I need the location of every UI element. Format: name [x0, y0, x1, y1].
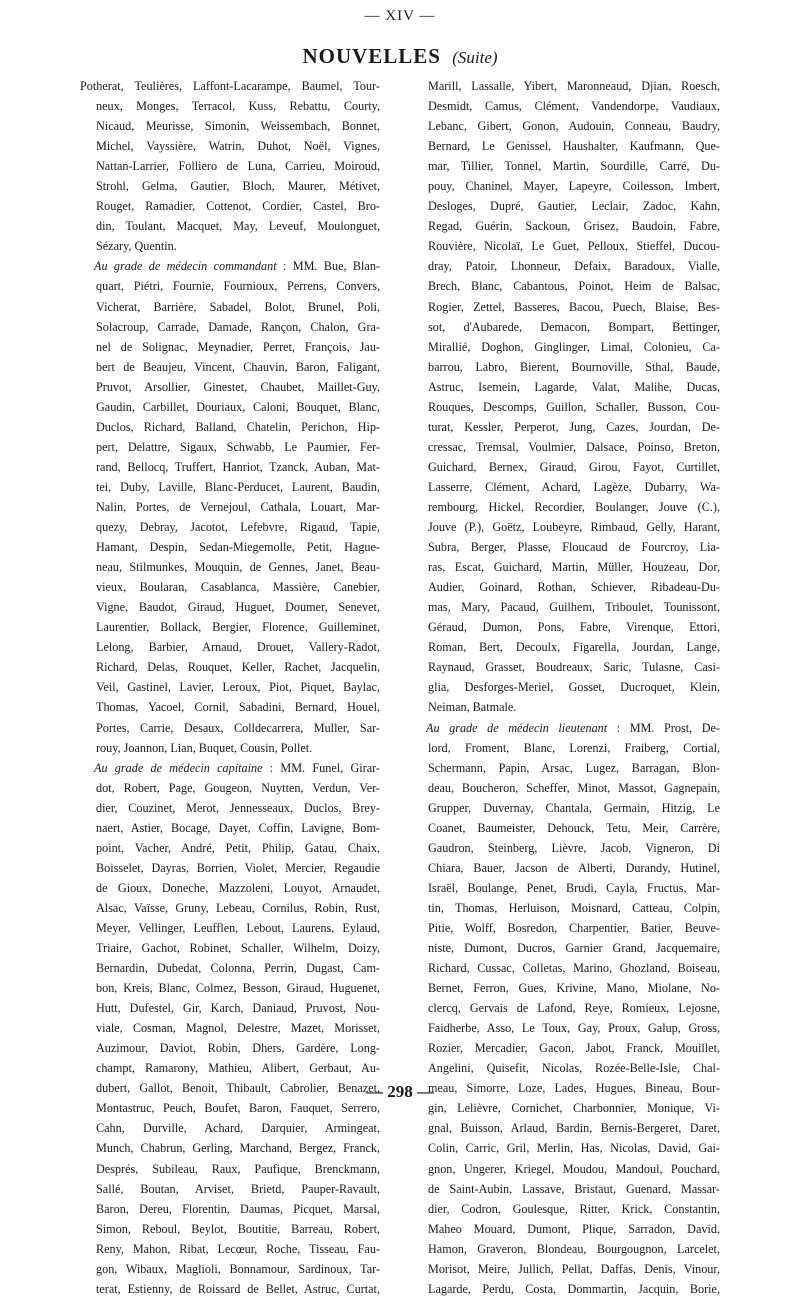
name-list-line: Angelini, Quisefit, Nicolas, Rozée-Belle-Isle, Chal-: [428, 1061, 720, 1076]
name-list-line: dubert, Gallot, Benoit, Thibault, Cabrolier, Benazet,: [96, 1081, 380, 1096]
name-list-line: gon, Wibaux, Maglioli, Bonnamour, Sardinoux, Tar-: [96, 1261, 380, 1276]
name-list-line: Brech, Blanc, Cabantous, Poinot, Heim de Balsac,: [428, 279, 720, 294]
name-list-line: Neiman, Batmale.: [428, 700, 517, 715]
name-list-line: dier, Couzinet, Merot, Jennesseaux, Duclos, Brey-: [96, 800, 380, 815]
name-list-line: Faidherbe, Asso, Le Toux, Gay, Proux, Galup, Gross,: [428, 1021, 720, 1036]
name-list-line: pouy, Chaninel, Mayer, Lapeyre, Coilesson, Imbert,: [428, 179, 720, 194]
name-list-line: din, Toulant, Macquet, May, Leveuf, Moulonguet,: [96, 219, 380, 234]
name-list-line: Duclos, Richard, Balland, Chatelin, Perichon, Hip-: [96, 419, 380, 434]
name-list-line: Lebanc, Gibert, Gonon, Audouin, Conneau, Baudry,: [428, 119, 720, 134]
name-list-line: dier, Codron, Goulesque, Ritter, Krick, Constantin,: [428, 1201, 720, 1216]
name-list-line: vieux, Boularan, Casablanca, Massière, Canebier,: [96, 580, 380, 595]
name-list-line: Desmidt, Camus, Clément, Vandendorpe, Vaudiaux,: [428, 99, 720, 114]
name-list-line: naert, Astier, Bocage, Dayet, Coffin, Lavigne, Bom-: [96, 820, 380, 835]
name-list-line: Bernard, Le Genissel, Haushalter, Kaufmann, Que-: [428, 139, 720, 154]
name-list-line: dot, Robert, Page, Gougeon, Nuytten, Verdun, Ver-: [96, 780, 380, 795]
name-list-line: Boisselet, Dayras, Borrien, Violet, Mercier, Regaudie: [96, 860, 380, 875]
name-list-line: Portes, Carrie, Desaux, Colldecarrera, Muller, Sar-: [96, 720, 380, 735]
name-list-line: Vicherat, Barrière, Sabadel, Bolot, Brunel, Poli,: [96, 299, 380, 314]
grade-heading-line: Au grade de médecin lieutenant : MM. Prost, De-: [426, 720, 720, 735]
name-list-line: Rouget, Ramadier, Cottenot, Cordier, Castel, Bro-: [96, 199, 380, 214]
name-list-line: Gaudron, Steinberg, Lièvre, Jacob, Vigneron, Di: [428, 840, 720, 855]
name-list-line: Després, Subileau, Raux, Paufique, Brenckmann,: [96, 1161, 380, 1176]
name-list-line: clercq, Gervais de Lafond, Reye, Romieux, Lejosne,: [428, 1001, 720, 1016]
name-list-line: Hamon, Graveron, Blondeau, Bourgougnon, Larcelet,: [428, 1241, 720, 1256]
name-list-line: turat, Kessler, Perperot, Jung, Cazes, Jourdan, De-: [428, 419, 720, 434]
name-list-line: lord, Froment, Blanc, Lorenzi, Fraiberg, Cortial,: [428, 740, 720, 755]
name-list-line: Hutt, Dufestel, Gir, Karch, Daniaud, Pruvost, Nou-: [96, 1001, 380, 1016]
name-list-line: Grupper, Duvernay, Chantala, Germain, Hitzig, Le: [428, 800, 720, 815]
name-list-line: Potherat, Teulières, Laffont-Lacarampe, Baumel, Tour-: [80, 79, 380, 93]
name-list-line: Maheo Mouard, Dumont, Plique, Sarradon, David,: [428, 1221, 720, 1236]
name-list-line: Jouve (P.), Goëtz, Loubeyre, Rimbaud, Gelly, Harant,: [428, 520, 720, 535]
name-list-line: nel de Solignac, Meynadier, Perret, François, Jau-: [96, 339, 380, 354]
name-list-line: Triaire, Gachot, Robinet, Schaller, Wilhelm, Doizy,: [96, 941, 380, 956]
name-list-line: Sézary, Quentin.: [96, 239, 177, 254]
name-list-line: deau, Boucheron, Scheffer, Minot, Massot, Gagnepain,: [428, 780, 720, 795]
name-list-line: Nicaud, Meurisse, Simonin, Weissembach, Bonnet,: [96, 119, 380, 134]
name-list-line: Géraud, Dumon, Pons, Fabre, Virenque, Ettori,: [428, 620, 720, 635]
name-list-line: Audier, Goinard, Rothan, Schiever, Ribadeau-Du-: [428, 580, 720, 595]
name-list-line: Rouques, Descomps, Guillon, Schaller, Busson, Cou-: [428, 399, 720, 414]
name-list-line: Gaudin, Carbillet, Douriaux, Caloni, Bouquet, Blanc,: [96, 399, 380, 414]
name-list-line: terat, Estienny, de Roissard de Bellet, Astruc, Curtat,: [96, 1281, 380, 1296]
name-list-line: Roman, Bert, Decoulx, Figarella, Jourdan, Lange,: [428, 640, 720, 655]
name-list-line: bon, Kreis, Blanc, Colmez, Besson, Giraud, Huguenet,: [96, 981, 380, 996]
name-list-line: tei, Duby, Laville, Blanc-Perducet, Laurent, Baudin,: [96, 479, 380, 494]
name-list-line: champt, Ramarony, Mathieu, Alibert, Gerbaut, Au-: [96, 1061, 380, 1076]
name-list-line: Astruc, Isemein, Lagarde, Valat, Malihe, Ducas,: [428, 379, 720, 394]
left-column: [80, 76, 380, 1299]
name-list-line: neux, Monges, Terracol, Kuss, Rebattu, Courty,: [96, 99, 380, 114]
name-list-line: mar, Tillier, Tonnel, Martin, Sourdille, Carré, Du-: [428, 159, 720, 174]
name-list-line: Nattan-Larrier, Folliero de Luna, Carrieu, Moiroud,: [96, 159, 380, 174]
name-list-line: Veil, Gastinel, Lavier, Leroux, Piot, Piquet, Baylac,: [96, 680, 380, 695]
name-list-line: Michel, Vayssière, Watrin, Duhot, Noël, Vignes,: [96, 139, 380, 154]
name-list-line: tin, Thomas, Herluison, Moisnard, Catteau, Colpin,: [428, 900, 720, 915]
name-list-line: Alsac, Vaïsse, Gruny, Lebeau, Cornilus, Robin, Rust,: [96, 900, 380, 915]
grade-heading-line: Au grade de médecin commandant : MM. Bue, Blan-: [94, 259, 380, 274]
name-list-line: Strohl, Gelma, Gautier, Bloch, Maurer, Métivet,: [96, 179, 380, 194]
name-list-line: glia, Desforges-Meriel, Gosset, Ducroquet, Klein,: [428, 680, 720, 695]
name-list-line: Montastruc, Peuch, Boufet, Baron, Fauquet, Serrero,: [96, 1101, 380, 1116]
title-suffix: (Suite): [452, 48, 498, 67]
name-list-line: Bernardin, Dubedat, Colonna, Perrin, Dugast, Cam-: [96, 961, 380, 976]
grade-label: Au grade de médecin lieutenant: [426, 720, 617, 735]
name-list-line: cressac, Tremsal, Voulmier, Dalsace, Poinso, Breton,: [428, 439, 720, 454]
name-list-line: sot, d'Aubarede, Demacon, Bompart, Bettinger,: [428, 319, 720, 334]
grade-heading-line: Au grade de médecin capitaine : MM. Funel, Girar-: [94, 760, 380, 775]
name-list-line: de Saint-Aubin, Lassave, Bristaut, Guenard, Massar-: [428, 1181, 720, 1196]
name-list-line: Auzimour, Daviot, Robin, Dhers, Gardère, Long-: [96, 1041, 380, 1056]
name-list-line: Thomas, Yacoel, Cornil, Sabadini, Bernard, Houel,: [96, 700, 380, 715]
name-list-line: bert de Beaujeu, Vincent, Chauvin, Baron, Faligant,: [96, 359, 380, 374]
name-list-line: Cahn, Durville, Achard, Darquier, Armingeat,: [96, 1121, 380, 1136]
name-list-line: Meyer, Vellinger, Leufflen, Lebout, Laurens, Eylaud,: [96, 920, 380, 935]
name-list-line: Pruvot, Arsollier, Ginestet, Chaubet, Maillet-Guy,: [96, 379, 380, 394]
name-list-line: viale, Cosman, Magnol, Delestre, Mazet, Morisset,: [96, 1021, 380, 1036]
name-list-line: Coanet, Baumeister, Dehouck, Tetu, Meir, Carrère,: [428, 820, 720, 835]
name-list-line: barrou, Labro, Bierent, Bournoville, Sthal, Baude,: [428, 359, 720, 374]
name-list-line: Nalin, Portes, de Vernejoul, Cathala, Louart, Mar-: [96, 499, 380, 514]
name-list-line: dray, Patoir, Lhonneur, Defaix, Baradoux, Vialle,: [428, 259, 720, 274]
name-list-line: point, Vacher, André, Petit, Philip, Gatau, Chaix,: [96, 840, 380, 855]
name-list-line: Marill, Lassalle, Yibert, Maronneaud, Djian, Roesch,: [428, 79, 720, 93]
name-list-line: Rogier, Zettel, Basseres, Bacou, Puech, Blaise, Bes-: [428, 299, 720, 314]
name-list-line: Mirallié, Doghon, Ginglinger, Limal, Colonieu, Ca-: [428, 339, 720, 354]
name-list-line: Schermann, Papin, Arsac, Lugez, Barragan, Blon-: [428, 760, 720, 775]
name-list-line: Vigne, Baudot, Giraud, Huguet, Doumer, Senevet,: [96, 600, 380, 615]
name-list-line: Chiara, Bauer, Jacson de Alberti, Durandy, Hutinel,: [428, 860, 720, 875]
name-list-line: neau, Stilmunkes, Mouquin, de Gennes, Janet, Beau-: [96, 560, 380, 575]
name-list-line: Simon, Reboul, Beylot, Boutitie, Barreau, Robert,: [96, 1221, 380, 1236]
name-list-line: Solacroup, Carrade, Damade, Rançon, Chalon, Gra-: [96, 319, 380, 334]
name-list-line: pert, Delattre, Sigaux, Schwabb, Le Paumier, Fer-: [96, 439, 380, 454]
name-list-line: Guichard, Bernex, Giraud, Girou, Fayot, Curtillet,: [428, 459, 720, 474]
right-column: [412, 76, 720, 1299]
name-list-line: Colin, Carric, Gril, Merlin, Has, Nicolas, David, Gai-: [428, 1141, 720, 1156]
name-list-line: gnon, Ungerer, Kriegel, Moudou, Mandoul, Pouchard,: [428, 1161, 720, 1176]
name-list-line: Bernet, Ferron, Gues, Krivine, Mano, Miolane, No-: [428, 981, 720, 996]
name-list-line: mas, Mary, Pacaud, Guilhem, Triboulet, Tounissont,: [428, 600, 720, 615]
name-list-line: Morisot, Meire, Jullich, Pellat, Daffas, Denis, Vinour,: [428, 1261, 720, 1276]
title-main: NOUVELLES: [302, 44, 441, 68]
name-list-line: Raynaud, Grasset, Boudreaux, Saric, Tulasne, Casi-: [428, 660, 720, 675]
name-list-line: meau, Simorre, Loze, Lades, Hugues, Bineau, Bour-: [428, 1081, 720, 1096]
name-list-line: de Gioux, Doneche, Mazzoleni, Louyot, Arnaudet,: [96, 880, 380, 895]
name-list-line: Baron, Dereu, Florentin, Daumas, Picquet, Marsal,: [96, 1201, 380, 1216]
page-number: — 298 —: [366, 1082, 434, 1101]
grade-label: Au grade de médecin commandant: [94, 259, 283, 274]
name-list-line: Regad, Guérin, Sackoun, Grisez, Baudoin, Fabre,: [428, 219, 720, 234]
name-list-line: Subra, Berger, Plasse, Floucaud de Fourcroy, Lia-: [428, 540, 720, 555]
name-list-line: quart, Piétri, Fournie, Fournioux, Perrens, Convers,: [96, 279, 380, 294]
page-roman-numeral: — XIV —: [364, 8, 436, 24]
name-list-line: rand, Bellocq, Truffert, Hanriot, Tzanck, Auban, Mat-: [96, 459, 380, 474]
name-list-line: Rozier, Mercadier, Gacon, Jabot, Franck, Mouillet,: [428, 1041, 720, 1056]
name-list-line: rembourg, Hickel, Recordier, Boulanger, Jouve (C.),: [428, 499, 720, 514]
name-list-line: Lasserre, Clément, Achard, Lagèze, Dubarry, Wa-: [428, 479, 720, 494]
page-title: [0, 44, 800, 69]
name-list-line: Laurentier, Bollack, Bergier, Florence, Guilleminet,: [96, 620, 380, 635]
grade-label: Au grade de médecin capitaine: [94, 760, 270, 775]
name-list-line: Richard, Delas, Rouquet, Keller, Rachet, Jacquelin,: [96, 660, 380, 675]
name-list-line: Rouvière, Nicolaï, Le Guet, Pelloux, Stieffel, Ducou-: [428, 239, 720, 254]
name-list-line: ras, Escat, Guichard, Martin, Müller, Houzeau, Dor,: [428, 560, 720, 575]
name-list-line: Sallé, Boutan, Arviset, Brietd, Pauper-Ravault,: [96, 1181, 380, 1196]
name-list-line: Lelong, Barbier, Arnaud, Drouet, Vallery-Radot,: [96, 640, 380, 655]
name-list-line: quezy, Debray, Jacotot, Lefebvre, Rigaud, Tapie,: [96, 520, 380, 535]
name-list-line: niste, Dumont, Ducros, Garnier Grand, Jacquemaire,: [428, 941, 720, 956]
name-list-line: gin, Lelièvre, Cornichet, Charbonnier, Monique, Vi-: [428, 1101, 720, 1116]
name-list-line: Desloges, Dupré, Gautier, Leclair, Zadoc, Kahn,: [428, 199, 720, 214]
name-list-line: Richard, Cussac, Colletas, Marino, Ghozland, Boiseau,: [428, 961, 720, 976]
name-list-line: gnal, Buisson, Arlaud, Bardin, Bernis-Bergeret, Daret,: [428, 1121, 720, 1136]
name-list-line: Pitie, Wolff, Bosredon, Charpentier, Batier, Beuve-: [428, 920, 720, 935]
name-list-line: Munch, Chabrun, Gerling, Marchand, Bergez, Franck,: [96, 1141, 380, 1156]
name-list-line: rouy, Joannon, Lian, Buquet, Cousin, Pollet.: [96, 740, 313, 755]
name-list-line: Lagarde, Perdu, Costa, Dommartin, Jacquin, Borie,: [428, 1281, 720, 1296]
name-list-line: Reny, Mahon, Ribat, Lecœur, Roche, Tisseau, Fau-: [96, 1241, 380, 1256]
name-list-line: Hamant, Despin, Sedan-Miegemolle, Petit, Hague-: [96, 540, 380, 555]
name-list-line: Israël, Boulange, Penet, Brudi, Cayla, Fructus, Mar-: [428, 880, 720, 895]
